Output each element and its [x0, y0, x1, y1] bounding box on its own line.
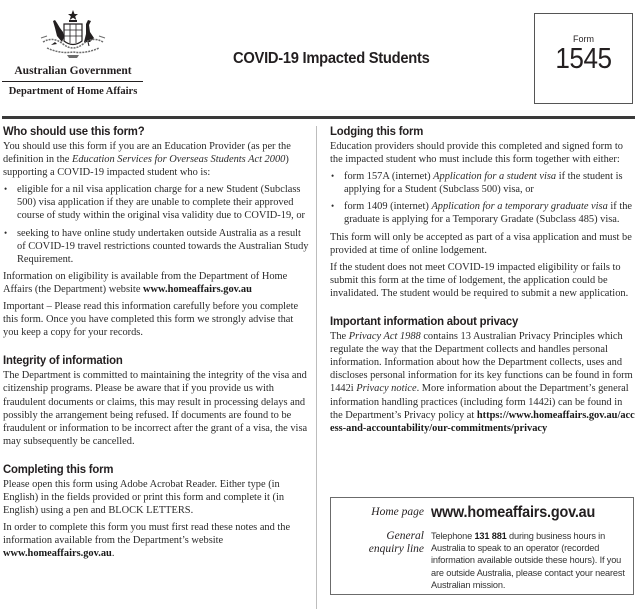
right-column — [330, 124, 635, 439]
section-integrity — [3, 353, 310, 448]
website-link[interactable]: www.homeaffairs.gov.au — [3, 548, 112, 560]
eligibility-info — [3, 270, 310, 296]
list-item — [330, 200, 635, 226]
page-header — [0, 0, 638, 118]
page-title: COVID-19 Impacted Students — [233, 50, 430, 67]
phone-number: 131 881 — [474, 531, 507, 541]
act-title: Privacy Act 1988 — [348, 331, 421, 343]
list-item: • seeking to have online study undertaken outside Australia as a result of COVID-19 travel restrictions counted towards the Australian Study Requirement. — [3, 227, 310, 266]
section-heading: Who should use this form? — [3, 124, 145, 138]
form-title: Application for a temporary graduate visa — [431, 201, 608, 213]
text: You should use this form if you are an Education Provider (as per the definition in the — [3, 141, 291, 166]
enquiry-line-text — [431, 530, 631, 591]
form-number-box — [534, 13, 633, 104]
form-label: Form — [573, 34, 594, 44]
section-heading: Lodging this form — [330, 124, 424, 138]
text: The — [330, 331, 349, 343]
text: In order to complete this form you must first read these notes and the information available from the Department’s website — [3, 522, 291, 547]
section-heading: Important information about privacy — [330, 314, 519, 329]
website-link[interactable]: www.homeaffairs.gov.au — [143, 283, 252, 295]
list-item: • eligible for a nil visa application charge for a new Student (Subclass 500) visa application if they are unable to complete their approved course of study within the original visa validity due to COVID-19, or — [3, 183, 310, 222]
form-title: Application for a student visa — [433, 171, 557, 183]
lodging-para-1: This form will only be accepted as part of a visa application and must be provided at time of online lodgement. — [330, 231, 632, 256]
text: during business hours in Australia to speak to an operator (recorded information available outside these hours). If you are outside Australia, please contact your nearest Australian mission. — [431, 531, 625, 590]
completing-para-1: Please open this form using Adobe Acrobat Reader. Either type (in English) in the fields provided or print this form and complete it (in English) using a pen and BLOCK LETTERS. — [3, 478, 285, 517]
enquiry-line-label — [369, 530, 424, 556]
section-lodging — [330, 124, 635, 300]
privacy-policy-link[interactable]: https://www.homeaffairs.gov.au/access-and-accountability/our-commitments/privacy — [330, 409, 635, 434]
label-line: General — [386, 530, 424, 542]
department-name: Department of Home Affairs — [8, 86, 138, 97]
lodging-bullet-list — [330, 170, 635, 226]
home-page-link[interactable]: www.homeaffairs.gov.au — [431, 504, 596, 521]
section-heading: Completing this form — [3, 461, 114, 476]
list-item — [330, 170, 635, 196]
australian-coat-of-arms-icon — [33, 8, 113, 62]
text: contains 13 Australian Privacy Principles which regulate the way that the Department collects and handles personal information. Information about how the Department collects, uses and discloses personal information for its key functions can be found in form 1442i — [330, 331, 633, 395]
section-who-should-use — [3, 124, 310, 339]
text: if the graduate is applying for a Temporary Gradate (Subclass 485) visa. — [344, 201, 633, 226]
form-number: 1545 — [555, 43, 612, 75]
text: form 157A (internet) — [344, 171, 434, 183]
who-bullet-list — [3, 183, 310, 266]
text: ) supporting a COVID-19 impacted student who is: — [3, 154, 289, 179]
divider — [2, 81, 143, 82]
home-page-label: Home page — [371, 506, 424, 518]
text: if the student is applying for a Student (Subclass 500) visa, or — [344, 171, 623, 196]
left-column — [3, 124, 310, 564]
section-privacy — [330, 314, 635, 435]
column-divider — [316, 126, 317, 609]
text: Information on eligibility is available from the Department of Home Affairs (the Department) website — [3, 270, 288, 295]
notice-title: Privacy notice — [356, 383, 417, 395]
government-name: Australian Government — [14, 65, 132, 77]
contact-info-box — [330, 497, 634, 595]
lodging-para-2: If the student does not meet COVID-19 impacted eligibility or fails to submit this form at the time of lodgement, the application could be invalidated. The student would be required to submit a new application. — [330, 261, 629, 299]
lodging-intro: Education providers should provide this completed and signed form to the impacted student who must include this form together with either: — [330, 141, 623, 166]
act-title: Education Services for Overseas Students Act 2000 — [71, 154, 286, 166]
text: Telephone — [431, 531, 475, 541]
completing-para-2 — [3, 521, 310, 560]
header-divider — [2, 116, 635, 119]
text: form 1409 (internet) — [344, 201, 432, 213]
section-completing — [3, 462, 310, 561]
privacy-body — [330, 330, 635, 435]
who-intro — [3, 140, 310, 179]
important-notice: Important – Please read this information carefully before you complete this form. Once you have completed this form we strongly advise that you keep a copy for your records. — [3, 301, 299, 339]
text: . — [111, 548, 115, 560]
integrity-body: The Department is committed to maintaining the integrity of the visa and citizenship programs. Please be aware that if you provide us with fraudulent documents or claims, this may result in processing delays and possibly the arrangement being refused. If documents are found to be fraudulent or information to be incorrect after the grant of a visa, the visa may subsequently be cancelled. — [3, 370, 308, 447]
label-line: enquiry line — [368, 543, 424, 555]
section-heading: Integrity of information — [3, 353, 123, 368]
text: . More information about the Department’s general information handling practices (including form 1442i) can be found in the Department’s Privacy policy at — [330, 383, 629, 421]
